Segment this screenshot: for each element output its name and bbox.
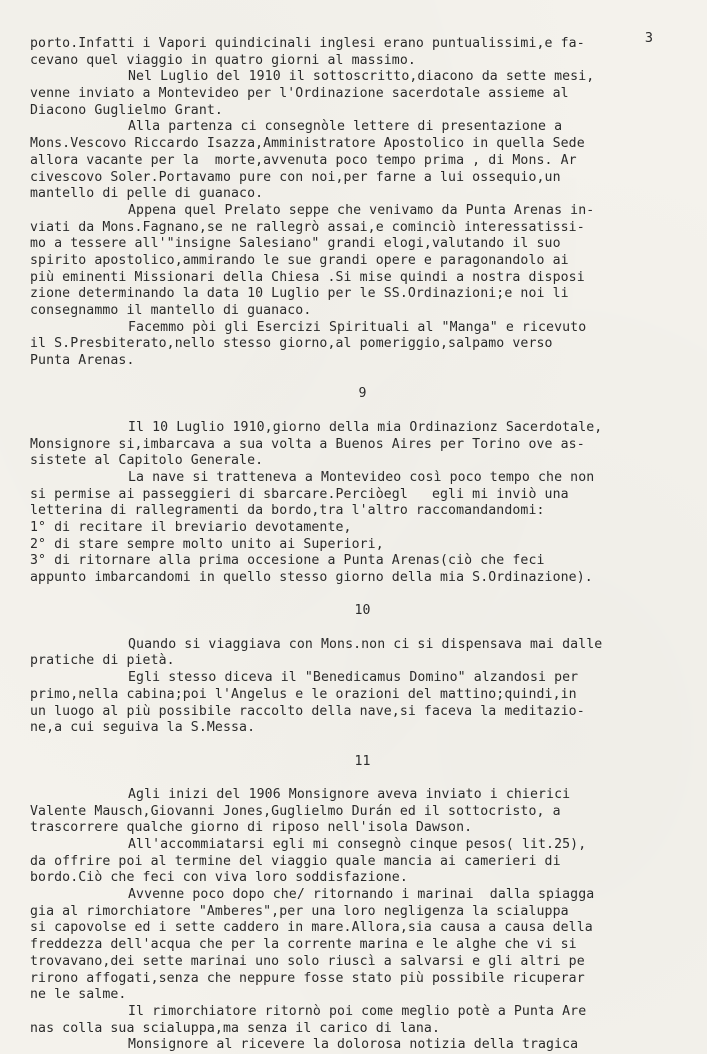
text-line: Quando si viaggiava con Mons.non ci si dispensava mai dalle	[128, 636, 603, 652]
text-line: Punta Arenas.	[30, 353, 135, 369]
text-line: 3° di ritornare alla prima occesione a Punta Arenas(ciò che feci	[30, 553, 545, 569]
text-line: cevano quel viaggio in quatro giorni al massimo.	[30, 52, 416, 68]
text-line: zione determinando la data 10 Luglio per le SS.Ordinazioni;e noi li	[30, 286, 569, 302]
text-line: Facemmo pòi gli Esercizi Spirituali al "Manga" e ricevuto	[128, 319, 587, 335]
text-line: rirono affogati,senza che neppure fosse stato più possibile ricuperar	[30, 970, 585, 986]
spacer	[30, 770, 695, 787]
text-line: si permise ai passeggieri di sbarcare.Perciòegl egli mi inviò una	[30, 486, 569, 502]
section-number: 9	[358, 386, 367, 402]
text-line: letterina di rallegramenti da bordo,tra l'altro raccomandandomi:	[30, 503, 545, 519]
text-line: Appena quel Prelato seppe che venivamo da Punta Arenas in-	[128, 202, 595, 218]
spacer	[30, 587, 695, 604]
text-line: Agli inizi del 1906 Monsignore aveva inviato i chierici	[128, 786, 571, 802]
text-line: Il rimorchiatore ritornò poi come meglio potè a Punta Are	[128, 1003, 587, 1019]
text-line: All'accommiatarsi egli mi consegnò cinque pesos( lit.25),	[128, 837, 587, 852]
text-line: freddezza dell'acqua che per la corrente marina e le alghe che vi si	[30, 937, 577, 953]
text-line: spirito apostolico,ammirando le sue grandi opere e paragonandolo ai	[30, 252, 569, 268]
text-line: La nave si tratteneva a Montevideo così poco tempo che non	[128, 469, 595, 485]
spacer	[30, 403, 695, 420]
text-line: da offrire poi al termine del viaggio quale mancia ai camerieri di	[30, 853, 561, 869]
text-line: un luogo al più possibile raccolto della nave,si faceva la meditazio-	[30, 703, 585, 719]
text-line: Alla partenza ci consegnòle lettere di presentazione a	[128, 119, 563, 135]
text-line: mo a tessere all'"insigne Salesiano" grandi elogi,valutando il suo	[30, 236, 561, 252]
text-line: 1° di recitare il breviario devotamente,	[30, 519, 352, 535]
text-line: nas colla sua scialuppa,ma senza il carico di lana.	[30, 1020, 441, 1036]
text-line: Monsignore si,imbarcava a sua volta a Buenos Aires per Torino ove as-	[30, 436, 585, 452]
text-line: Il 10 Luglio 1910,giorno della mia Ordinazionz Sacerdotale,	[128, 419, 603, 435]
text-line: 2° di stare sempre molto unito ai Superiori,	[30, 536, 384, 552]
text-line: porto.Infatti i Vapori quindicinali inglesi erano puntualissimi,e fa-	[30, 36, 585, 51]
text-line: il S.Presbiterato,nello stesso giorno,al pomeriggio,salpamo verso	[30, 336, 553, 352]
text-line: trascorrere qualche giorno di riposo nell'isola Dawson.	[30, 820, 473, 836]
text-line: più eminenti Missionari della Chiesa .Si mise quindi a nostra disposi	[30, 269, 585, 285]
text-line: Nel Luglio del 1910 il sottoscritto,diacono da sette mesi,	[128, 69, 595, 85]
text-line: ne,a cui seguiva la S.Messa.	[30, 720, 256, 736]
text-line: trovavano,dei sette marinai uno solo riuscì a salvarsi e gli altri pe	[30, 953, 585, 969]
text-line: Diacono Guglielmo Grant.	[30, 102, 223, 118]
text-line: venne inviato a Montevideo per l'Ordinazione sacerdotale assieme al	[30, 86, 569, 102]
section-number: 10	[354, 603, 371, 619]
page-number: 3	[644, 30, 653, 46]
text-line: gia al rimorchiatore "Amberes",per una loro negligenza la scialuppa	[30, 903, 569, 919]
text-line: ne le salme.	[30, 987, 127, 1003]
text-line: pratiche di pietà.	[30, 653, 175, 669]
text-line: si capovolse ed i sette caddero in mare.Allora,sia causa a causa della	[30, 920, 593, 936]
text-line: consegnammo il mantello di guanaco.	[30, 303, 312, 318]
text-line: allora vacante per la morte,avvenuta poco tempo prima , di Mons. Ar	[30, 152, 577, 168]
text-line: civescovo Soler.Portavamo pure con noi,per farne a lui ossequio,un	[30, 169, 561, 185]
spacer	[30, 737, 695, 754]
text-line: bordo.Ciò che feci con viva loro soddisfazione.	[30, 870, 408, 886]
text-line: sistete al Capitolo Generale.	[30, 453, 264, 469]
text-line: Mons.Vescovo Riccardo Isazza,Amministratore Apostolico in quella Sede	[30, 136, 585, 152]
typewritten-text	[30, 36, 695, 1054]
text-line: Valente Mausch,Giovanni Jones,Guglielmo Durán ed il sottocristo, a	[30, 803, 561, 819]
text-line: appunto imbarcandomi in quello stesso giorno della mia S.Ordinazione).	[30, 570, 593, 585]
text-line: viati da Mons.Fagnano,se ne rallegrò assai,e cominciò interessatissi-	[30, 219, 585, 235]
section-number: 11	[354, 753, 371, 769]
text-line: mantello di pelle di guanaco.	[30, 186, 264, 202]
text-line: Avvenne poco dopo che/ ritornando i marinai dalla spiagga	[128, 887, 595, 903]
spacer	[30, 370, 695, 387]
spacer	[30, 620, 695, 637]
text-line: Monsignore al ricevere la dolorosa notizia della tragica	[128, 1037, 579, 1053]
text-line: Egli stesso diceva il "Benedicamus Domino" alzandosi per	[128, 670, 579, 686]
text-line: primo,nella cabina;poi l'Angelus e le orazioni del mattino;quindi,in	[30, 686, 577, 702]
